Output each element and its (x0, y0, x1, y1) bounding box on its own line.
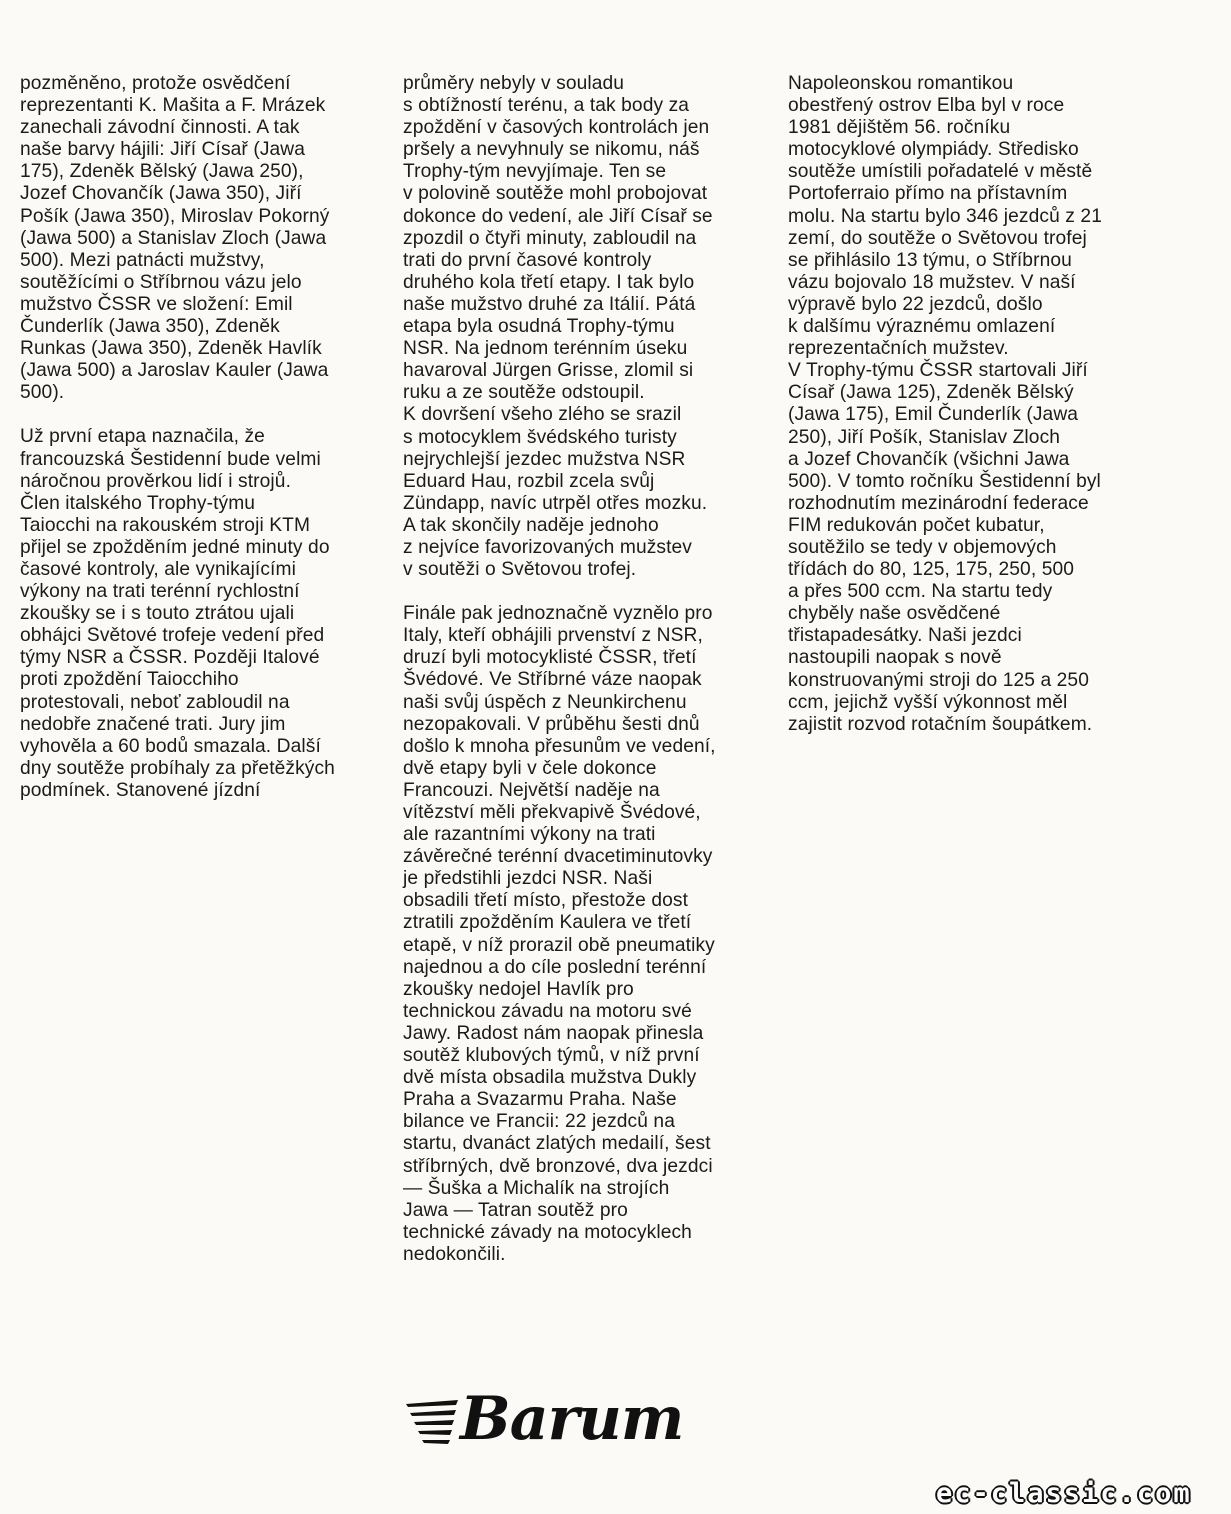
text-line: obestřený ostrov Elba byl v roce (788, 95, 1065, 117)
text-line: v polovině soutěže mohl probojovat (403, 183, 708, 205)
text-line: druhého kola třetí etapy. I tak bylo (403, 271, 695, 293)
text-line: soutěžilo se tedy v objemových (788, 536, 1057, 558)
text-line: Taiocchi na rakouském stroji KTM (20, 514, 311, 536)
text-line: havaroval Jürgen Grisse, zlomil si (403, 360, 694, 382)
paragraph (403, 73, 773, 581)
text-line: třistapadesátky. Naši jezdci (788, 625, 1022, 647)
text-line: Jawa — Tatran soutěž pro (403, 1199, 628, 1221)
text-line: Eduard Hau, rozbil zcela svůj (403, 470, 655, 492)
text-line: Praha a Svazarmu Praha. Naše (403, 1089, 677, 1111)
text-line: je předstihli jezdci NSR. Naši (403, 868, 653, 890)
text-line: s obtížností terénu, a tak body za (403, 95, 690, 117)
text-line: s motocyklem švédského turisty (403, 426, 677, 448)
text-line: nastoupili naopak s nově (788, 647, 1002, 669)
paragraph-gap (403, 581, 773, 603)
text-line: soutěžícími o Stříbrnou vázu jelo (20, 271, 302, 293)
text-line: naše barvy hájili: Jiří Císař (Jawa (20, 139, 306, 161)
barum-wordmark: Barum (460, 1384, 684, 1454)
text-line: Italy, kteří obhájili prvenství z NSR, (403, 625, 703, 647)
text-line: Finále pak jednoznačně vyznělo pro (403, 603, 713, 625)
text-line: dny soutěže probíhaly za přetěžkých (20, 757, 335, 779)
text-line: bilance ve Francii: 22 jezdců na (403, 1111, 675, 1133)
text-line: Už první etapa naznačila, že (20, 426, 265, 448)
barum-logo (404, 1384, 724, 1454)
paragraph (20, 426, 380, 802)
text-line: časové kontroly, ale vynikajícími (20, 558, 296, 580)
text-line: 250), Jiří Pošík, Stanislav Zloch (788, 426, 1061, 448)
text-line: proti zpoždění Taiocchiho (20, 669, 239, 691)
text-line: Jozef Chovančík (Jawa 350), Jiří (20, 183, 302, 205)
text-line: najednou a do cíle poslední terénní (403, 956, 707, 978)
text-line: ruku a ze soutěže odstoupil. (403, 382, 645, 404)
text-line: se přihlásilo 13 týmu, o Stříbrnou (788, 249, 1072, 271)
text-line: náročnou prověrkou lidí i strojů. (20, 470, 291, 492)
text-line: obsadili třetí místo, přestože dost (403, 890, 689, 912)
text-line: — Šuška a Michalík na strojích (403, 1177, 670, 1199)
text-line: Člen italského Trophy-týmu (20, 492, 256, 514)
text-line: z nejvíce favorizovaných mužstev (403, 536, 692, 558)
text-line: týmy NSR a ČSSR. Později Italové (20, 647, 320, 669)
text-line: konstruovanými stroji do 125 a 250 (788, 669, 1089, 691)
text-line: etapa byla osudná Trophy-týmu (403, 316, 675, 338)
text-line: a přes 500 ccm. Na startu tedy (788, 581, 1053, 603)
text-line: Portoferraio přímo na přístavním (788, 183, 1068, 205)
text-line: 500). V tomto ročníku Šestidenní byl (788, 470, 1101, 492)
text-line: výkony na trati terénní rychlostní (20, 581, 300, 603)
text-line: FIM redukován počet kubatur, (788, 514, 1045, 536)
text-line: druzí byli motocyklisté ČSSR, třetí (403, 647, 697, 669)
text-line: výpravě bylo 22 jezdců, došlo (788, 293, 1043, 315)
text-line: (Jawa 500) a Jaroslav Kauler (Jawa (20, 360, 329, 382)
text-line: 500). (20, 382, 65, 404)
text-line: (Jawa 500) a Stanislav Zloch (Jawa (20, 227, 327, 249)
text-line: naše mužstvo druhé za Itálií. Pátá (403, 293, 696, 315)
text-line: nezopakovali. V průběhu šesti dnů (403, 713, 700, 735)
text-line: 175), Zdeněk Bělský (Jawa 250), (20, 161, 304, 183)
text-line: Zündapp, navíc utrpěl otřes mozku. (403, 492, 708, 514)
paragraph (403, 603, 773, 1266)
paragraph (20, 73, 380, 404)
text-line: Napoleonskou romantikou (788, 73, 1014, 94)
text-line: mužstvo ČSSR ve složení: Emil (20, 293, 293, 315)
text-line: Jawy. Radost nám naopak přinesla (403, 1022, 704, 1044)
text-line: nejrychlejší jezdec mužstva NSR (403, 448, 686, 470)
text-line: vázu bojovalo 18 mužstev. V naší (788, 271, 1076, 293)
watermark: ec-classic.com (936, 1478, 1192, 1509)
text-line: ccm, jejichž vyšší výkonnost měl (788, 691, 1068, 713)
text-line: nedobře značené trati. Jury jim (20, 713, 286, 735)
text-line: Císař (Jawa 125), Zdeněk Bělský (788, 382, 1074, 404)
text-line: technické závady na motocyklech (403, 1221, 692, 1243)
text-line: NSR. Na jednom terénním úseku (403, 338, 688, 360)
text-line: zanechali závodní činnosti. A tak (20, 117, 300, 139)
text-line: zkoušky se i s touto ztrátou ujali (20, 603, 295, 625)
text-line: V Trophy-týmu ČSSR startovali Jiří (788, 360, 1088, 382)
text-line: stříbrných, dvě bronzové, dva jezdci (403, 1155, 713, 1177)
text-line: dvě etapy byli v čele dokonce (403, 757, 657, 779)
text-line: zkoušky nedojel Havlík pro (403, 978, 634, 1000)
text-column-3 (788, 73, 1158, 736)
text-line: etapě, v níž prorazil obě pneumatiky (403, 934, 715, 956)
text-line: vyhověla a 60 bodů smazala. Další (20, 735, 321, 757)
text-line: zpoždění v časových kontrolách jen (403, 117, 710, 139)
text-line: zajistit rozvod rotačním šoupátkem. (788, 713, 1093, 735)
text-line: (Jawa 175), Emil Čunderlík (Jawa (788, 404, 1079, 426)
text-line: došlo k mnoha přesunům ve vedení, (403, 735, 716, 757)
text-line: a Jozef Chovančík (všichni Jawa (788, 448, 1070, 470)
text-line: v soutěži o Světovou trofej. (403, 559, 637, 581)
text-line: Francouzi. Největší naděje na (403, 779, 660, 801)
text-line: dokonce do vedení, ale Jiří Císař se (403, 205, 713, 227)
text-line: 1981 dějištěm 56. ročníku (788, 117, 1011, 139)
text-line: obhájci Světové trofeje vedení před (20, 625, 325, 647)
text-line: naši svůj úspěch z Neunkirchenu (403, 691, 687, 713)
text-line: protestovali, neboť zabloudil na (20, 691, 290, 713)
text-line: 500). Mezi patnácti mužstvy, (20, 249, 265, 271)
text-line: motocyklové olympiády. Středisko (788, 139, 1079, 161)
text-line: reprezentačních mužstev. (788, 338, 1009, 360)
text-line: ztratili zpožděním Kaulera ve třetí (403, 912, 692, 934)
text-line: trati do první časové kontroly (403, 249, 652, 271)
text-line: soutěž klubových týmů, v níž první (403, 1045, 700, 1067)
text-line: ale razantními výkony na trati (403, 824, 656, 846)
text-column-1 (20, 73, 380, 802)
text-line: k dalšímu výraznému omlazení (788, 316, 1056, 338)
text-line: molu. Na startu bylo 346 jezdců z 21 (788, 205, 1102, 227)
text-line: Runkas (Jawa 350), Zdeněk Havlík (20, 338, 322, 360)
text-line: rozhodnutím mezinárodní federace (788, 492, 1089, 514)
text-line: Trophy-tým nevyjímaje. Ten se (403, 161, 667, 183)
text-column-2 (403, 73, 773, 1266)
text-line: chyběly naše osvědčené (788, 603, 1001, 625)
text-line: startu, dvanáct zlatých medailí, šest (403, 1133, 711, 1155)
text-line: zpozdil o čtyři minuty, zabloudil na (403, 227, 697, 249)
text-line: zemí, do soutěže o Světovou trofej (788, 227, 1087, 249)
text-line: Pošík (Jawa 350), Miroslav Pokorný (20, 205, 330, 227)
text-line: technickou závadu na motoru své (403, 1000, 692, 1022)
text-line: vítězství měli překvapivě Švédové, (403, 802, 701, 823)
text-line: pršely a nevyhnuly se nikomu, náš (403, 139, 700, 161)
text-line: dvě místa obsadila mužstva Dukly (403, 1067, 697, 1089)
text-line: francouzská Šestidenní bude velmi (20, 448, 321, 470)
paragraph-gap (20, 404, 380, 426)
text-line: reprezentanti K. Mašita a F. Mrázek (20, 95, 326, 117)
text-line: soutěže umístili pořadatelé v městě (788, 161, 1093, 183)
text-line: závěrečné terénní dvacetiminutovky (403, 846, 713, 868)
text-line: Švédové. Ve Stříbrné váze naopak (403, 669, 702, 691)
speed-lines-icon (404, 1398, 464, 1444)
paragraph (788, 73, 1158, 736)
text-line: A tak skončily naděje jednoho (403, 514, 659, 536)
text-line: podmínek. Stanovené jízdní (20, 779, 261, 801)
text-line: Čunderlík (Jawa 350), Zdeněk (20, 316, 280, 338)
text-line: přijel se zpožděním jedné minuty do (20, 536, 330, 558)
text-line: průměry nebyly v souladu (403, 73, 625, 94)
text-line: pozměněno, protože osvědčení (20, 73, 291, 94)
text-line: nedokončili. (403, 1243, 506, 1265)
text-line: třídách do 80, 125, 175, 250, 500 (788, 559, 1075, 581)
text-line: K dovršení všeho zlého se srazil (403, 404, 682, 426)
